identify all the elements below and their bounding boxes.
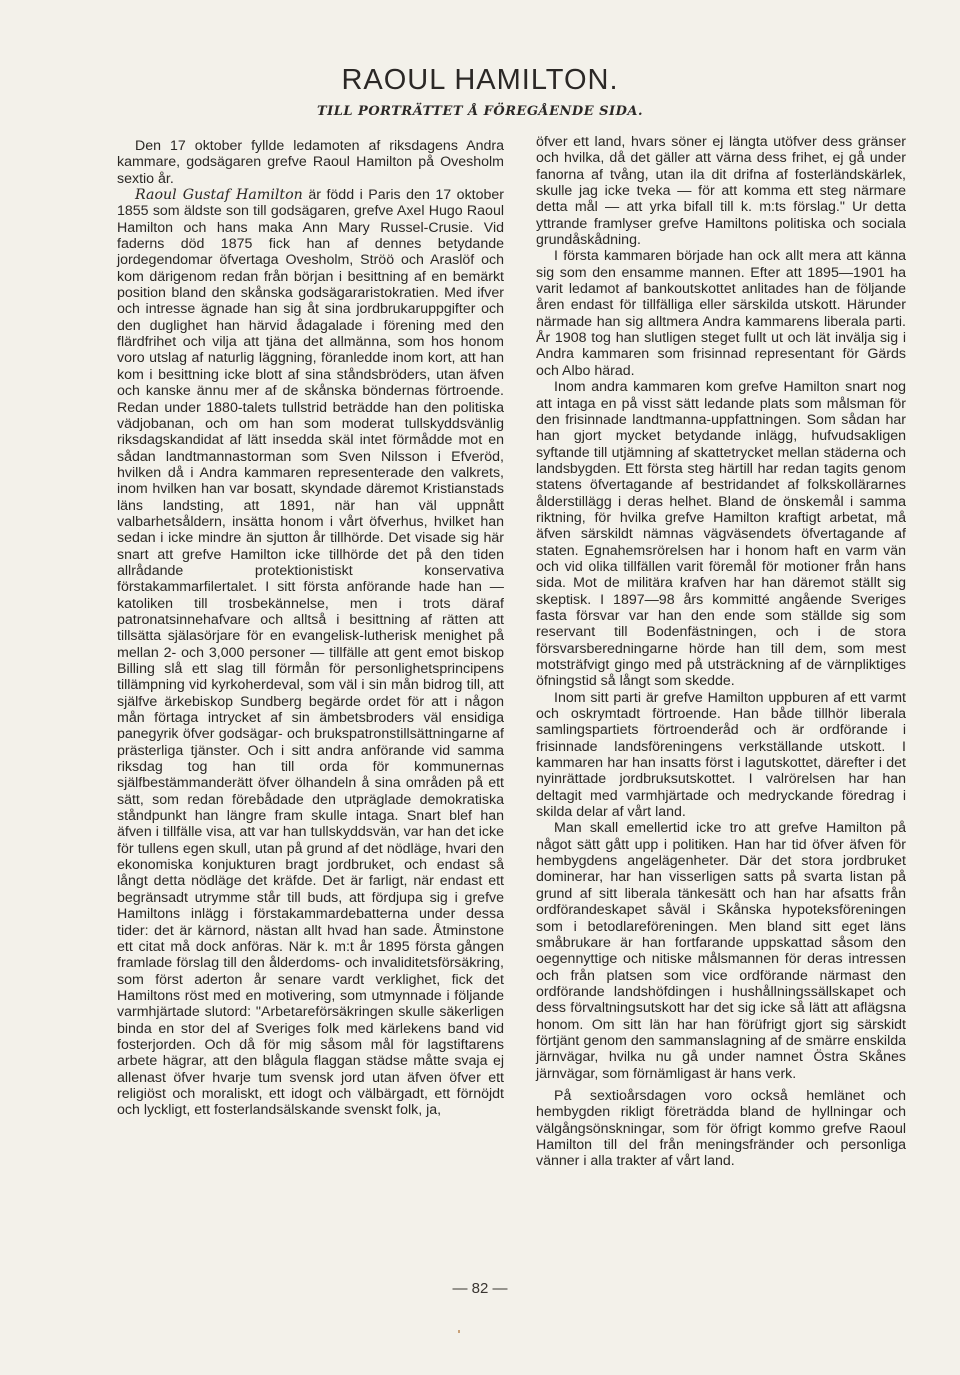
- paragraph-text: är född i Paris den 17 oktober 1855 som äldste son till godsägaren, grefve Axel Hugo Raoul Hamilton och hans maka Ann Mary Russel-Crusie. Vid faderns död 1875 fick han af dennes betydande jordegendomar öfvertaga Ovesholm, Ströö och Araslöf och kom därigenom redan från början i besittning af en bemärkt position bland den skånska godsägararistokratien. Med ifver och intresse ägnade han sig åt sina jordbrukaruppgifter och den duglighet han härvid ådagalade i förening med den flärdfrihet och vilja att tjäna det allmänna, som hos honom voro utslag af naturlig läggning, föranledde inom kort, att han kom i besittning icke blott af sina ståndsbröders, utan äfven och kanske ännu mer af de skånska böndernas förtroende. Redan under 1880-talets tullstrid beträdde han den politiska vädjobanan, och om han som moderat tullskyddsvänlig riksdagskandidat af lätt insedda skäl intet förmådde mot en sådan landtmannastorman som Sven Nilsson i Efveröd, hvilken då i Andra kammaren representerade den valkrets, inom hvilken han var bosatt, skyndade däremot Kristianstads läns landsting, att 1891, när han väl uppnått valbarhetsåldern, insätta honom i vårt öfverhus, hvilket han sedan i icke mindre än sjutton år tillhörde. Det visade sig här snart att grefve Hamilton icke tillhörde det på den tiden allrådande protektionistiskt konservativa förstakammarfilertalet. I sitt första anförande hade han — katoliken till trosbekännelse, men i trots däraf patronatsinnehafvare och alltså i besittning af rätten att tillsätta själasörjare för en evangelisk-lutherisk menighet på mellan 2- och 3,000 personer — tillfälle att gent emot biskop Billing slå ett slag till förmån för personlighetsprincipens tillämpning vid kyrkoherdeval, som väl i sin mån bidrog till, att själfve ärkebiskop Sundberg begärde ordet för att i någon mån förtaga intrycket af sin ämbetsbroders väl ensidiga panegyrik öfver godsägar- och brukspatronstillsättningarne af prästerliga tjänster. Och i sitt andra anförande vid samma riksdag tog han till orda för kommunernas själfbestämmanderätt öfver ölhandeln å sina områden på ett sätt, som redan förebådade den utpräglade demokratiska ståndpunkt han längre fram skulle intaga. Snart blef han äfven i tillfälle visa, att var han tullskyddsvän, var han det icke för tullens egen skull, utan på grund af det nödläge, hvari den ekonomiska konjukturen bragt jordbruket, och endast så långt detta nödläge det kräfde. Det är farligt, när endast ett begränsadt utrymme står till buds, att fördjupa sig i grefve Hamiltons inlägg i förstakammardebatterna under dessa tider: det är kärnord, nästan allt hvad han sade. Åtminstone ett citat må dock anföras. När k. m:t år 1895 första gången framlade förslag till den ålderdoms- och invaliditetsförsäkring, som först aderton år senare vardt verklighet, fick det Hamiltons röst med en motivering, som utmynnade i följande varmhjärtade slutord: "Arbetareförsäkringen skulle säkerligen binda en stor del af Sveriges folk med kärlekens band vid fosterjorden. Och då för mig såsom mål för lagstiftarens arbete hägrar, att den blågula flaggan städse måtte svaja ej allenast öfver hvarje tum svensk jord utan äfven öfver ett religiöst och moraliskt, ett idogt och välbärgadt, ett förnöjdt och lyckligt, ett fosterlandsälskande svenskt folk, ja,: [117, 187, 504, 1119]
- paragraph: Inom sitt parti är grefve Hamilton uppburen af ett varmt och oskrymtadt förtroende. Han både tillhör liberala samlingspartiets förtroenderåd och är ordförande i frisinnade landsföreningens verkställande utskott. I kammaren har han insatts först i lagutskottet, därefter i det nyinrättade jordbruksutskottet. I valrörelsen har han deltagit med varmhjärtade och medryckande föredrag i skilda delar af vårt land.: [536, 689, 906, 821]
- paragraph: [117, 187, 504, 1119]
- paper-speck: [458, 1330, 460, 1333]
- page-number: — 82 —: [452, 1280, 508, 1297]
- paragraph: Inom andra kammaren kom grefve Hamilton snart nog att intaga en på visst sätt ledande plats som målsman för den frisinnade landtmanna-uppfattningen. Som sådan har han gjort mycket betydande inlägg, hufvudsakligen syftande till utjämning af skattetrycket mellan städerna och landsbygden. Ett första steg härtill har redan tagits genom statens öfvertagande af bestridandet af folkskollärarnes ålderstillägg i deras helhet. Bland de önskemål i samma riktning, för hvilka grefve Hamilton kraftigt arbetat, må äfven särskildt nämnas vägväsendets öfvertagande af staten. Egnahemsrörelsen har i honom haft en varm vän och vid olika tillfällen varit föremål för motioner från hans sida. Mot de militära krafven har han däremot ställt sig skeptisk. I 1897—98 års kommitté angående Sveriges fasta försvar var han den ende som ställde sig som reservant till Bodenfästningen, och i de stora försvarsberedningarne hörde han till dem, som mest motsträfvigt gingo med på utsträckning af de värnpliktiges öfningstid så långt som skedde.: [536, 379, 906, 690]
- paragraph: I första kammaren började han ock allt mera att känna sig som den ensamme mannen. Efter att 1895—1901 ha varit ledamot af bankoutskottet anlitades han de följande åren endast för tillfälliga eller särskilda utskott. Härunder närmade han sig alltmera Andra kammarens liberala parti. År 1908 tog han slutligen steget fullt ut och lät invälja sig i Andra kammaren som frisinnad representant för Gärds och Albo härad.: [536, 248, 906, 379]
- paragraph: Man skall emellertid icke tro att grefve Hamilton på något sätt gått upp i politiken. Han har tid öfver äfven för hembygdens angelägenheter. Där det stora jordbruket dominerar, har han visserligen satts på svarta listan på grund af sitt liberala tänkesätt och han har afsatts från ordförandeskapet såväl i Skånska hypoteksföreningen som i betodlareföreningen. Men bland sitt eget läns småbrukare är han fortfarande uppskattad såsom den oegennyttige och nitiske målsmannen för deras intressen och från platsen som vice ordförande närmast den ordförande landshöfdingen i hushållningssällskapet och dess förvaltningsutskott har det sig icke så lätt att aflägsna honom. Om sitt län har han förüfrigt gjort sig särskidt förtjänt genom den sammanslagning af de smärre enskilda järnvägar, hvilka nu gå under namnet Östra Skånes järnvägar, som förnämligast är hans verk.: [536, 820, 906, 1082]
- right-column: [536, 134, 906, 1170]
- paragraph: Den 17 oktober fyllde ledamoten af riksdagens Andra kammare, godsägaren grefve Raoul Hamilton på Ovesholm sextio år.: [117, 138, 504, 187]
- person-name: Raoul Gustaf Hamilton: [135, 187, 303, 204]
- article-subtitle: TILL PORTRÄTTET Å FÖREGÅENDE SIDA.: [316, 104, 643, 119]
- paragraph: På sextioårsdagen voro också hemlänet och hembygden rikligt företrädda bland de hyllningar och välgångsönskningar, som för öfrigt kommo grefve Raoul Hamilton till del från meningsfränder och personliga vänner i alla trakter af vårt land.: [536, 1087, 906, 1170]
- article-title: RAOUL HAMILTON.: [341, 64, 619, 96]
- left-column: [117, 138, 504, 1119]
- paragraph: öfver ett land, hvars söner ej längta utöfver dess gränser och hvilka, då det gäller att värna dess frihet, ej gå under fanorna af tvång, utan ila dit drifna af fosterländskärlek, skulle jag icke tveka — för att komma ett steg närmare detta mål — att yrka bifall till k. m:ts förslag." Ur detta yttrande framlyser grefve Hamiltons politiska och sociala grundåskådning.: [536, 134, 906, 249]
